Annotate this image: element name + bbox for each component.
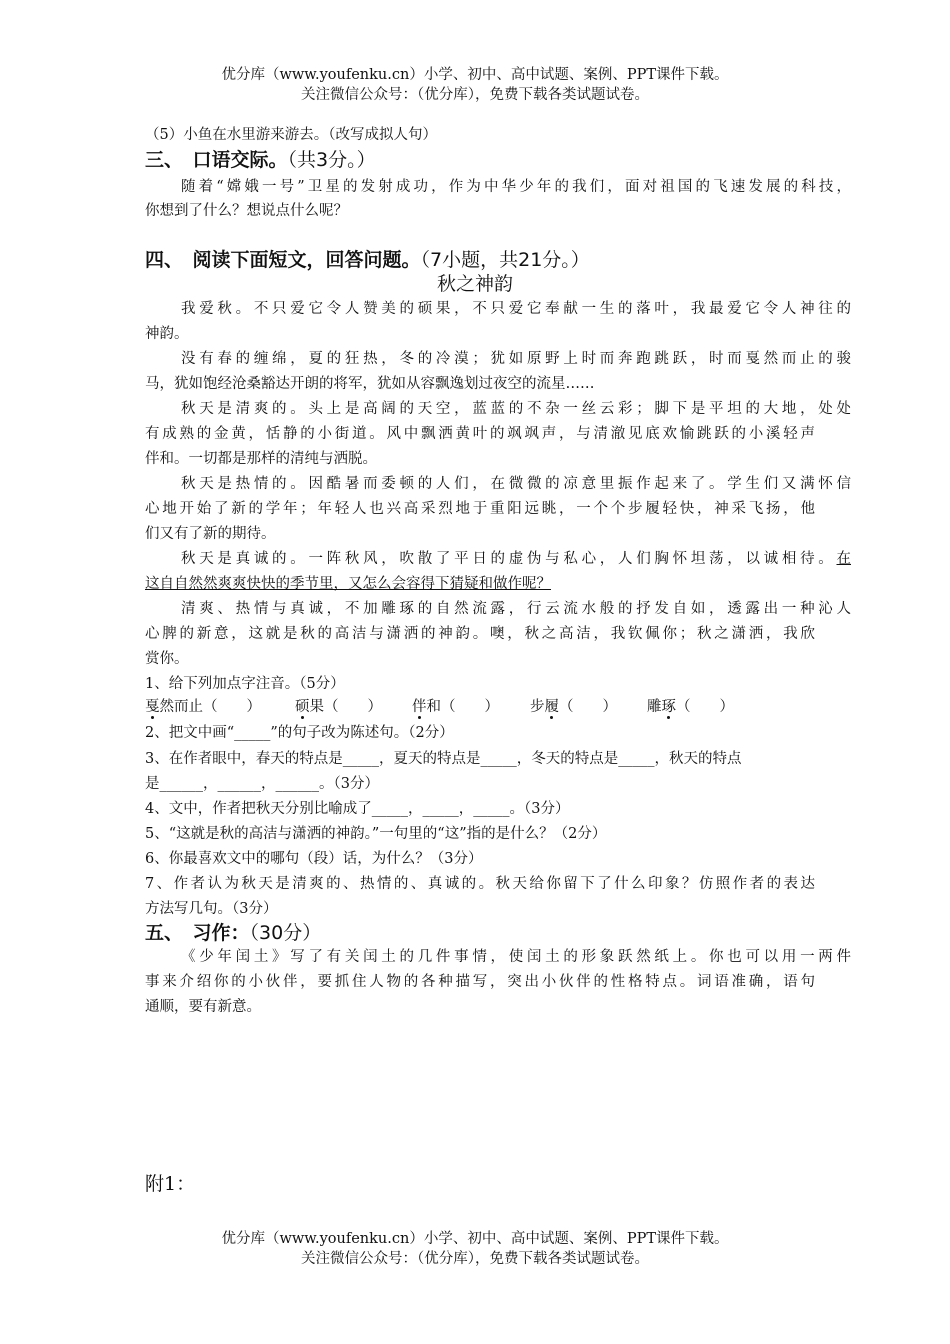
appendix-label: 附1： bbox=[145, 1173, 196, 1195]
section-3-prompt-line-2: 你想到了什么？想说点什么呢？ bbox=[145, 203, 348, 219]
passage-p5-line-1 bbox=[145, 550, 851, 568]
dotted-char: 履 bbox=[544, 699, 559, 715]
word-item bbox=[295, 698, 382, 716]
section-5-prompt-line-3: 通顺，要有新意。 bbox=[145, 999, 261, 1015]
question-3-line-2: 是______，______，______。（3分） bbox=[145, 776, 379, 792]
header-line-2: 关注微信公众号：（优分库），免费下载各类试题试卷。 bbox=[301, 87, 649, 103]
section-3-heading-text: 三、 口语交际。 bbox=[145, 149, 288, 171]
passage-p2-line-1: 没有春的缠绵，夏的狂热，冬的冷漠；犹如原野上时而奔跑跳跃，时而戛然而止的骏 bbox=[181, 351, 851, 367]
header-line-1: 优分库（www.youfenku.cn）小学、初中、高中试题、案例、PPT课件下载。 bbox=[221, 67, 729, 83]
dotted-char: 戛 bbox=[145, 699, 160, 715]
passage-p1-line-2: 神韵。 bbox=[145, 326, 189, 342]
passage-p4-line-3: 们又有了新的期待。 bbox=[145, 526, 276, 542]
word-rest: 然而止（ ） bbox=[159, 699, 261, 715]
word-item bbox=[647, 698, 734, 716]
dotted-char: 硕 bbox=[295, 699, 310, 715]
question-1: 1、给下列加点字注音。（5分） bbox=[145, 676, 345, 692]
question-6: 6、你最喜欢文中的哪句（段）话，为什么？（3分） bbox=[145, 851, 483, 867]
word-rest: （ ） bbox=[559, 699, 617, 715]
section-5-prompt-line-1: 《少年闰土》写了有关闰土的几件事情，使闰土的形象跃然纸上。你也可以用一两件 bbox=[181, 949, 851, 965]
passage-p6-line-3: 赏你。 bbox=[145, 651, 189, 667]
passage-p5-line-1-text: 秋天是真诚的。一阵秋风，吹散了平日的虚伪与私心，人们胸怀坦荡，以诚相待。 bbox=[181, 551, 837, 567]
question-2: 2、把文中画“_____”的句子改为陈述句。（2分） bbox=[145, 725, 454, 741]
word-rest: 和（ ） bbox=[426, 699, 499, 715]
question-5-rewrite: （5）小鱼在水里游来游去。（改写成拟人句） bbox=[145, 127, 437, 143]
word-item bbox=[412, 698, 499, 716]
question-4: 4、文中，作者把秋天分别比喻成了_____，_____，_____。（3分） bbox=[145, 801, 570, 817]
passage-p3-line-2: 有成熟的金黄，恬静的小街道。风中飘洒黄叶的飒飒声，与清澈见底欢愉跳跃的小溪轻声 bbox=[145, 426, 815, 442]
word-rest: 果（ ） bbox=[309, 699, 382, 715]
section-5-prompt-line-2: 事来介绍你的小伙伴，要抓住人物的各种描写，突出小伙伴的性格特点。词语准确，语句 bbox=[145, 974, 815, 990]
section-3-prompt-line-1: 随着“嫦娥一号”卫星的发射成功，作为中华少年的我们，面对祖国的飞速发展的科技， bbox=[181, 179, 851, 195]
passage-p6-line-2: 心脾的新意，这就是秋的高洁与潇洒的神韵。噢，秋之高洁，我钦佩你；秋之潇洒，我欣 bbox=[145, 626, 815, 642]
section-5-heading bbox=[145, 921, 321, 945]
word-item bbox=[145, 698, 261, 716]
word-rest: （ ） bbox=[676, 699, 734, 715]
question-7-line-1: 7、作者认为秋天是清爽的、热情的、真诚的。秋天给你留下了什么印象？仿照作者的表达 bbox=[145, 876, 815, 892]
footer-line-2: 关注微信公众号：（优分库），免费下载各类试题试卷。 bbox=[301, 1251, 649, 1267]
underlined-sentence: 这自自然然爽爽快快的季节里，又怎么会容得下猜疑和做作呢？ bbox=[145, 576, 551, 592]
word-item bbox=[530, 698, 617, 716]
section-5-score: （30分） bbox=[249, 922, 322, 944]
section-4-heading bbox=[145, 248, 590, 272]
passage-p3-line-1: 秋天是清爽的。头上是高阔的天空，蓝蓝的不杂一丝云彩；脚下是平坦的大地，处处 bbox=[181, 401, 851, 417]
underlined-sentence-start: 在 bbox=[836, 551, 851, 567]
passage-p3-line-3: 伴和。一切都是那样的清纯与洒脱。 bbox=[145, 451, 377, 467]
section-5-heading-text: 五、 习作： bbox=[145, 922, 250, 944]
passage-p1-line-1: 我爱秋。不只爱它令人赞美的硕果，不只爱它奉献一生的落叶，我最爱它令人神往的 bbox=[181, 301, 851, 317]
word-pre: 雕 bbox=[647, 699, 662, 715]
question-3-line-1: 3、在作者眼中，春天的特点是_____，夏天的特点是_____，冬天的特点是_____，秋天的特点 bbox=[145, 751, 742, 767]
section-4-heading-text: 四、 阅读下面短文，回答问题。 bbox=[145, 249, 421, 271]
footer-line-1: 优分库（www.youfenku.cn）小学、初中、高中试题、案例、PPT课件下载。 bbox=[221, 1231, 729, 1247]
dotted-char: 琢 bbox=[661, 699, 676, 715]
word-pre: 步 bbox=[530, 699, 545, 715]
section-3-score: （共3分。） bbox=[287, 149, 376, 171]
section-3-heading bbox=[145, 148, 376, 172]
question-5: 5、“这就是秋的高洁与潇洒的神韵。”一句里的“这”指的是什么？（2分） bbox=[145, 826, 607, 842]
question-7-line-2: 方法写几句。（3分） bbox=[145, 901, 278, 917]
section-4-score: （7小题，共21分。） bbox=[420, 249, 590, 271]
passage-p6-line-1: 清爽、热情与真诚，不加雕琢的自然流露，行云流水般的抒发自如，透露出一种沁人 bbox=[181, 601, 851, 617]
passage-p4-line-1: 秋天是热情的。因酷暑而委顿的人们，在微微的凉意里振作起来了。学生们又满怀信 bbox=[181, 476, 851, 492]
passage-title: 秋之神韵 bbox=[436, 273, 513, 295]
passage-p4-line-2: 心地开始了新的学年；年轻人也兴高采烈地于重阳远眺，一个个步履轻快，神采飞扬，他 bbox=[145, 501, 815, 517]
passage-p5-line-2 bbox=[145, 575, 815, 593]
dotted-char: 伴 bbox=[412, 699, 427, 715]
passage-p2-line-2: 马，犹如饱经沧桑豁达开朗的将军，犹如从容飘逸划过夜空的流星…… bbox=[145, 376, 595, 392]
